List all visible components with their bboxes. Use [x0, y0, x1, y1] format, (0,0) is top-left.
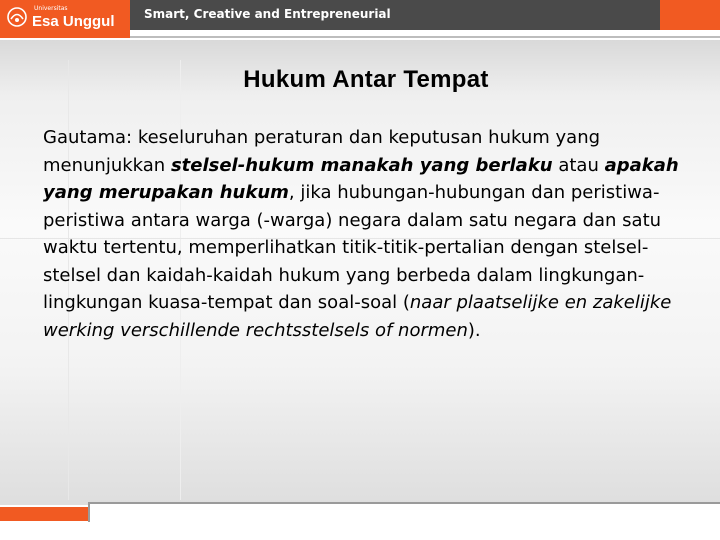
body-segment: Gautama: keseluruhan peraturan dan keputusan hukum yang menunjukkan	[43, 127, 601, 176]
logo-subtext: Universitas	[34, 5, 68, 12]
body-italic: naar plaatselijke en zakelijke werking verschillende rechtsstelsels of normen	[43, 292, 672, 341]
slide-title: Hukum Antar Tempat	[243, 66, 489, 93]
tagline: Smart, Creative and Entrepreneurial	[144, 7, 391, 21]
tagline-bar	[130, 0, 660, 30]
body-emphasis: stelsel-hukum manakah yang berlaku	[170, 154, 553, 176]
university-logo[interactable]	[0, 0, 130, 38]
logo-name: Esa Unggul	[32, 13, 115, 30]
footer-frame	[88, 502, 720, 522]
header-divider	[130, 36, 720, 38]
footer-accent	[0, 507, 88, 521]
body-emphasis: apakah yang merupakan hukum	[43, 154, 679, 203]
body-segment: atau	[552, 154, 605, 176]
body-segment: ).	[467, 319, 481, 341]
header-corner-accent	[660, 0, 720, 30]
university-emblem-icon	[6, 6, 28, 28]
slide-body-text	[43, 124, 693, 344]
body-segment: , jika hubungan-hubungan dan peristiwa-peristiwa antara warga (-warga) negara dalam satu negara dan satu waktu tertentu, memperlihatkan titik-titik-pertalian dengan stelsel-stelsel dan kaidah-kaidah hukum yang berbeda dalam lingkungan-lingkungan kuasa-tempat dan soal-soal (	[43, 182, 662, 313]
header-band	[0, 0, 720, 40]
footer-base	[0, 522, 720, 540]
